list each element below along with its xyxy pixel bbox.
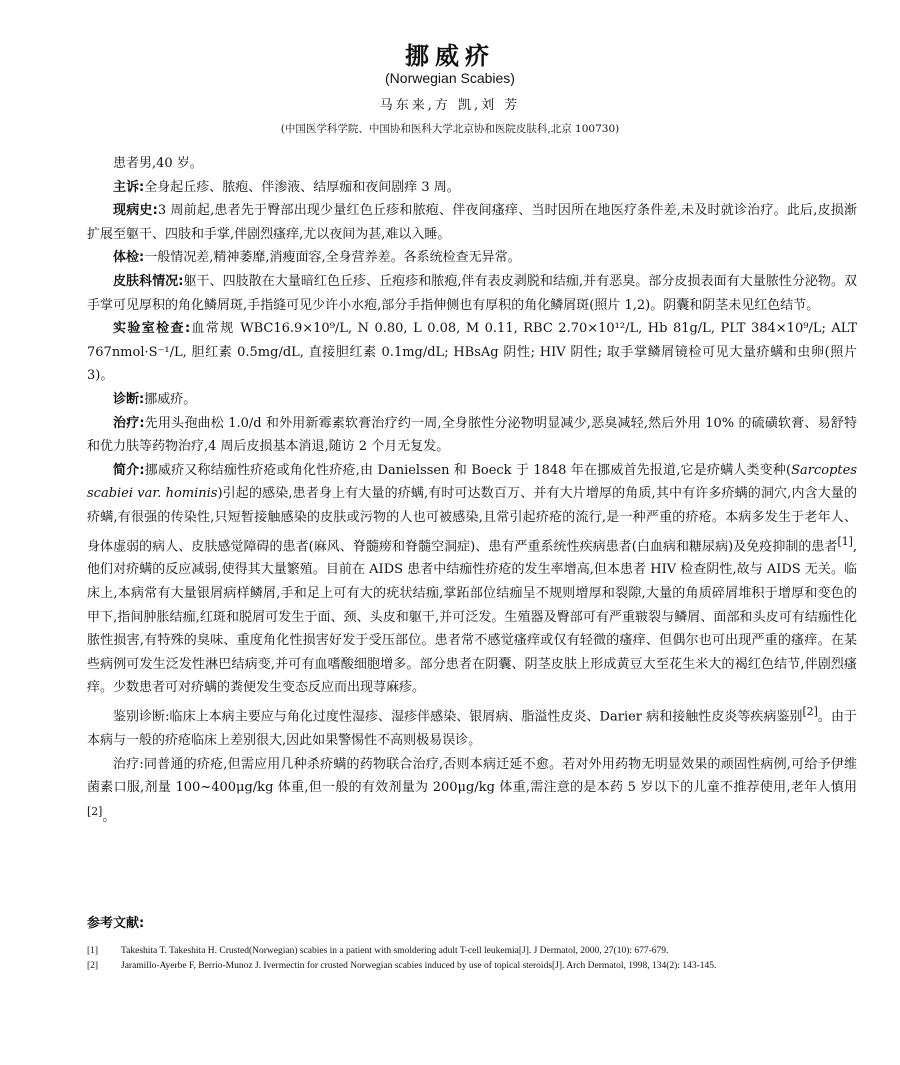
article-authors: 马东来,方 凯,刘 芳	[379, 98, 521, 113]
article-title: 挪威疥	[405, 42, 495, 70]
treatment: 治疗:先用头孢曲松 1.0/d 和外用新霉素软膏治疗约一周,全身脓性分泌物明显减少,恶臭减轻,然后外用 10% 的硫磺软膏、易舒特和优力肤等药物治疗,4 周后皮损基本消退,随访 2 个月无复发。	[87, 415, 857, 455]
reference-item	[87, 944, 857, 959]
citation: [1]	[837, 534, 853, 548]
reference-number: [1]	[87, 946, 99, 956]
present-history: 现病史:3 周前起,患者先于臀部出现少量红色丘疹和脓疱、伴夜间瘙痒、当时因所在地医疗条件差,未及时就诊治疗。此后,皮损渐扩展至躯干、四肢和手掌,伴剧烈瘙痒,尤以夜间为甚,难以入睡。	[87, 203, 857, 242]
reference-number: [2]	[87, 961, 99, 971]
citation: [2]	[802, 704, 818, 718]
section-label: 主诉:	[113, 179, 145, 195]
reference-text: Takeshita T. Takeshita H. Crusted(Norwegian) scabies in a patient with smoldering adult T-cell leukemia[J]. J Dermatol, 2000, 27(10): 677-679.	[121, 946, 669, 956]
physical-exam: 体检:一般情况差,精神萎靡,消瘦面容,全身营养差。各系统检查无异常。	[113, 250, 521, 266]
reference-item	[87, 959, 857, 974]
section-label: 简介:	[113, 462, 145, 478]
therapy: 治疗:同普通的疥疮,但需应用几种杀疥螨的药物联合治疗,否则本病迁延不愈。若对外用药物无明显效果的顽固性病例,可给予伊维菌素口服,剂量 100~400μg/kg 体重,但一般的有效剂量为 200μg/kg 体重,需注意的是本药 5 岁以下的儿童不推荐使用,老年人慎用[2]。	[87, 756, 857, 825]
section-label: 鉴别诊断:	[113, 709, 170, 725]
section-label: 治疗:	[113, 756, 144, 772]
section-label: 诊断:	[113, 391, 145, 407]
reference-list	[87, 944, 857, 974]
dermatologic-findings: 皮肤科情况:躯干、四肢散在大量暗红色丘疹、丘疱疹和脓疱,伴有表皮剥脱和结痂,并有恶臭。部分皮损表面有大量脓性分泌物。双手掌可见厚积的角化鳞屑斑,手指缝可见少许小水疱,部分手指伸侧也有厚积的角化鳞屑斑(照片 1,2)。阴囊和阴茎未见红色结节。	[87, 273, 858, 313]
author-affiliation: (中国医学科学院、中国协和医科大学北京协和医院皮肤科,北京 100730)	[280, 123, 620, 135]
citation: [2]	[87, 804, 103, 818]
article-body	[87, 152, 857, 829]
reference-text: Jaramillo-Ayerbe F, Berrio-Munoz J. Ivermectin for crusted Norwegian scabies induced by use of topical steroids[J]. Arch Dermatol, 1998, 134(2): 143-145.	[121, 961, 717, 971]
chief-complaint: 主诉:全身起丘疹、脓疱、伴渗液、结厚痂和夜间剧痒 3 周。	[113, 179, 460, 195]
species-name: Sarcoptes scabiei var. hominis	[87, 462, 857, 502]
section-label: 治疗:	[113, 415, 145, 431]
section-label: 体检:	[113, 250, 145, 266]
section-label: 现病史:	[113, 203, 158, 219]
diagnosis: 诊断:挪威疥。	[113, 391, 197, 407]
article-subtitle: (Norwegian Scabies)	[385, 70, 515, 86]
introduction: 简介:挪威疥又称结痂性疥疮或角化性疥疮,由 Danielssen 和 Boeck 于 1848 年在挪威首先报道,它是疥螨人类变种(Sarcoptes scabiei var. hominis)引起的感染,患者身上有大量的疥螨,有时可达数百万、并有大片增厚的角质,其中有许多疥螨的洞穴,内含大量的疥螨,有很强的传染性,只短暂接触感染的皮肤或污物的人也可被感染,且常引起疥疮的流行,是一种严重的疥疮。本病多发生于老年人、身体虚弱的病人、皮肤感觉障碍的患者(麻风、脊髓痨和脊髓空洞症)、患有严重系统性疾病患者(白血病和糖尿病)及免疫抑制的患者[1],他们对疥螨的反应减弱,使得其大量繁殖。目前在 AIDS 患者中结痂性疥疮的发生率增高,但本患者 HIV 检查阴性,故与 AIDS 无关。临床上,本病常有大量银屑病样鳞屑,手和足上可有大的疣状结痂,掌跖部位结痂呈不规则增厚和裂隙,大量的角质碎屑堆积于增厚和变色的甲下,指间肿胀结痂,红斑和脱屑可发生于面、颈、头皮和躯干,并可泛发。生殖器及臀部可有严重皲裂与鳞屑、面部和头皮可有结痂性化脓性损害,有特殊的臭味、重度角化性损害好发于受压部位。患者常不感觉瘙痒或仅有轻微的瘙痒、但偶尔也可出现严重的瘙痒。在某些病例可发生泛发性淋巴结病变,并可有血嗜酸细胞增多。部分患者在阴囊、阴茎皮肤上形成黄豆大至花生米大的褐红色结节,伴剧烈瘙痒。少数患者可对疥螨的粪便发生变态反应而出现荨麻疹。	[87, 462, 857, 696]
references-heading: 参考文献:	[87, 916, 145, 931]
differential-diagnosis: 鉴别诊断:临床上本病主要应与角化过度性湿疹、湿疹伴感染、银屑病、脂溢性皮炎、Darier 病和接触性皮炎等疾病鉴别[2]。由于本病与一般的疥疮临床上差别很大,因此如果警惕性不高则极易误诊。	[87, 704, 857, 748]
section-label: 皮肤科情况:	[113, 273, 184, 289]
patient-line: 患者男,40 岁。	[113, 156, 203, 171]
section-label: 实验室检查:	[113, 321, 191, 337]
lab-tests: 实验室检查:血常规 WBC16.9×10⁹/L, N 0.80, L 0.08, M 0.11, RBC 2.70×10¹²/L, Hb 81g/L, PLT 384×10⁹/L; ALT 767nmol·S⁻¹/L, 胆红素 0.5mg/dL, 直接胆红素 0.1mg/dL; HBsAg 阴性; HIV 阴性; 取手掌鳞屑镜检可见大量疥螨和虫卵(照片 3)。	[87, 321, 857, 384]
